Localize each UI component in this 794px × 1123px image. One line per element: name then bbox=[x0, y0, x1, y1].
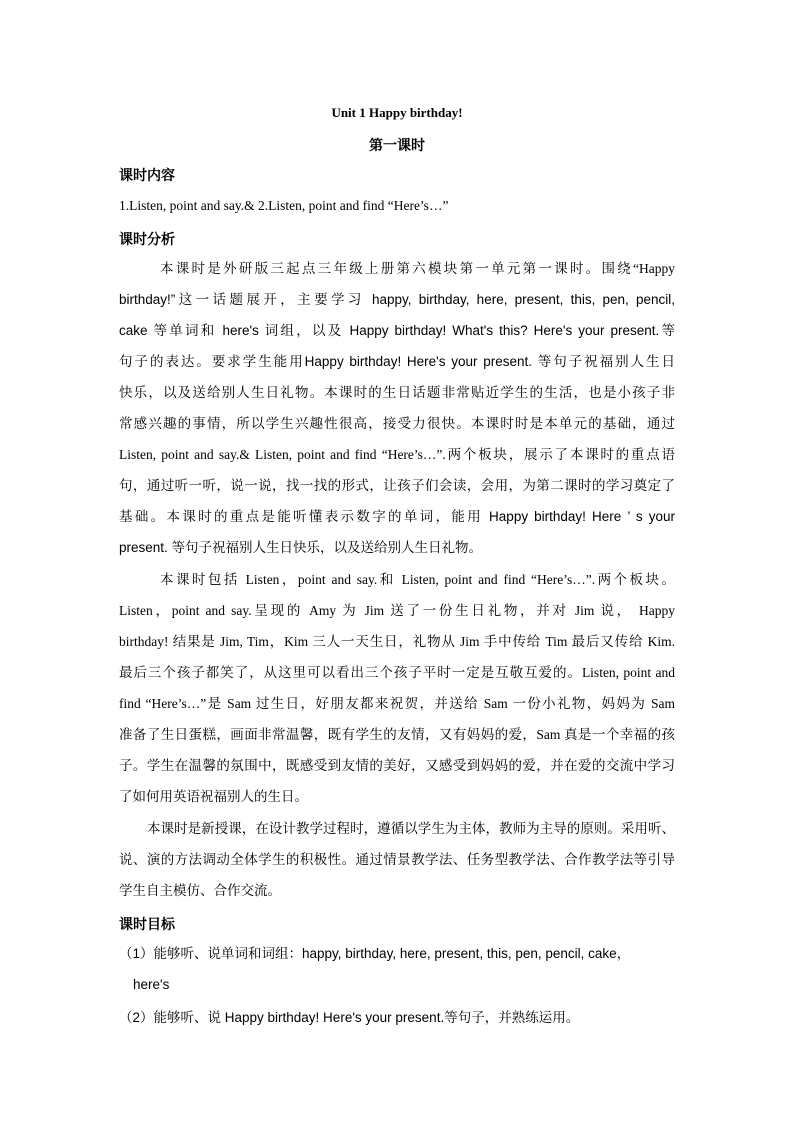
para2-line: find “Here’s…”是 Sam 过生日，好朋友都来祝贺，并送给 Sam 一份小礼物，妈妈为 Sam bbox=[119, 696, 675, 711]
section-content-text: 1.Listen, point and say.& 2.Listen, point and find “Here’s…” bbox=[119, 198, 449, 213]
para1-line: cake 等单词和 here's 词组，以及 Happy birthday! What's this? Here's your present.等 bbox=[119, 323, 675, 338]
goal-item: （2）能够听、说 Happy birthday! Here's your present.等句子，并熟练运用。 bbox=[119, 1010, 580, 1025]
lesson-subtitle: 第一课时 bbox=[369, 139, 425, 154]
goal-item: （1）能够听、说单词和词组：happy, birthday, here, present, this, pen, pencil, cake， bbox=[119, 946, 631, 961]
para3-line: 说、演的方法调动全体学生的积极性。通过情景教学法、任务型教学法、合作教学法等引导 bbox=[119, 852, 675, 867]
para3-line: 学生自主模仿、合作交流。 bbox=[119, 883, 281, 898]
para1-line: 常感兴趣的事情，所以学生兴趣性很高，接受力很快。本课时时是本单元的基础，通过 bbox=[119, 416, 675, 431]
section-heading-goals: 课时目标 bbox=[119, 918, 175, 933]
para2-line: Listen，point and say.呈现的 Amy 为 Jim 送了一份生日礼物，并对 Jim 说， Happy bbox=[119, 603, 675, 618]
para1-line: 快乐，以及送给别人生日礼物。本课时的生日话题非常贴近学生的生活，也是小孩子非 bbox=[119, 385, 675, 400]
section-heading-content: 课时内容 bbox=[119, 169, 175, 184]
para1-line: Listen, point and say.& Listen, point and find “Here’s…”.两个板块，展示了本课时的重点语 bbox=[119, 447, 675, 462]
para1-line: present. 等句子祝福别人生日快乐，以及送给别人生日礼物。 bbox=[119, 540, 483, 555]
para2-line: birthday! 结果是 Jim, Tim，Kim 三人一天生日，礼物从 Jim 手中传给 Tim 最后又传给 Kim. bbox=[119, 634, 675, 649]
goal-item-continuation: here's bbox=[133, 977, 170, 992]
para1-line: 句子的表达。要求学生能用Happy birthday! Here's your present. 等句子祝福别人生日 bbox=[119, 354, 675, 369]
para3-line: 本课时是新授课，在设计教学过程时，遵循以学生为主体，教师为主导的原则。采用听、 bbox=[147, 821, 675, 836]
para2-line: 最后三个孩子都笑了，从这里可以看出三个孩子平时一定是互敬互爱的。Listen, point and bbox=[119, 665, 675, 680]
para2-line: 子。学生在温馨的氛围中，既感受到友情的美好，又感受到妈妈的爱，并在爱的交流中学习 bbox=[119, 758, 675, 773]
para1-line: birthday!”这一话题展开，主要学习 happy, birthday, here, present, this, pen, pencil, bbox=[119, 292, 675, 307]
section-heading-analysis: 课时分析 bbox=[119, 233, 175, 248]
para1-line: 基础。本课时的重点是能听懂表示数字的单词，能用 Happy birthday! Here ’ s your bbox=[119, 509, 675, 524]
para1-line: 句，通过听一听，说一说，找一找的形式，让孩子们会读，会用，为第二课时的学习奠定了 bbox=[119, 478, 675, 493]
para2-line: 了如何用英语祝福别人的生日。 bbox=[119, 789, 308, 804]
para2-line: 本课时包括 Listen，point and say.和 Listen, point and find “Here’s…”.两个板块。 bbox=[160, 572, 675, 587]
document-title: Unit 1 Happy birthday! bbox=[331, 105, 463, 120]
para2-line: 准备了生日蛋糕，画面非常温馨，既有学生的友情，又有妈妈的爱，Sam 真是一个幸福的孩 bbox=[119, 727, 675, 742]
para1-line: 本课时是外研版三起点三年级上册第六模块第一单元第一课时。围绕“Happy bbox=[160, 261, 675, 276]
